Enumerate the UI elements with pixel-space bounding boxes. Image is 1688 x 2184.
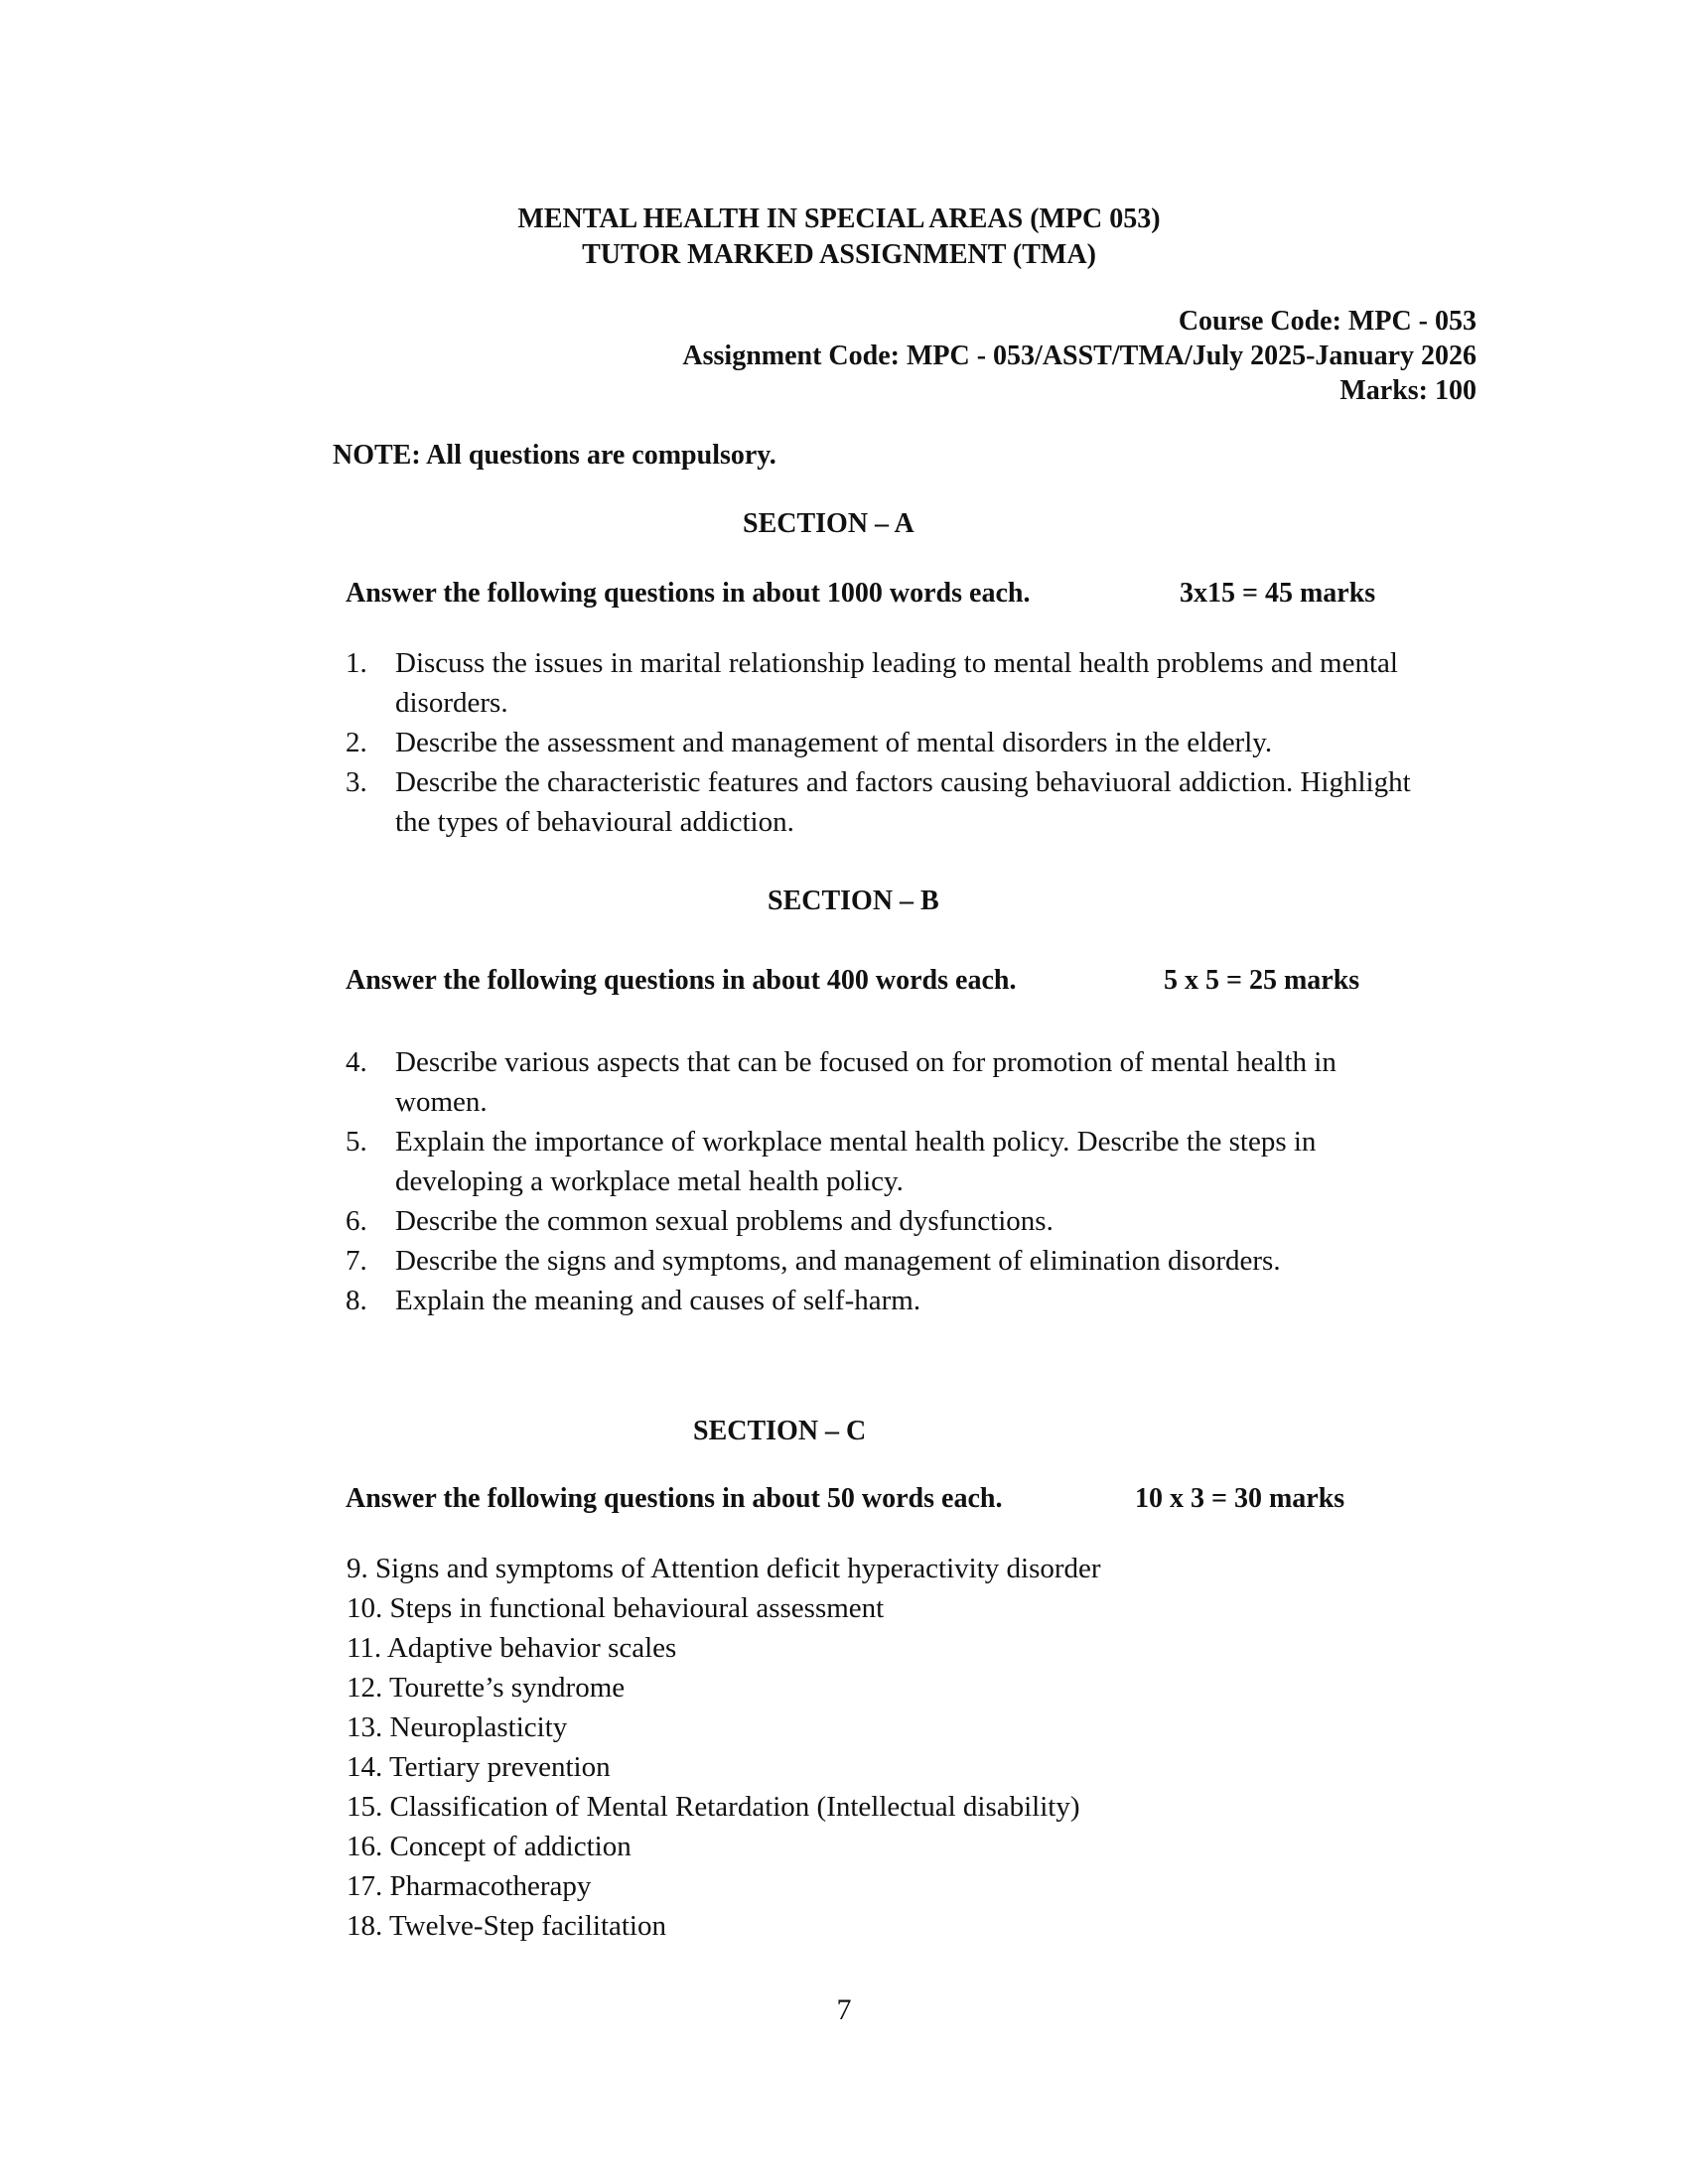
question-item [346, 1241, 1418, 1281]
section-b-heading: SECTION – B [768, 886, 939, 916]
question-text: Describe the assessment and management of mental disorders in the elderly. [395, 727, 1273, 758]
short-question-item: 13. Neuroplasticity [347, 1711, 568, 1743]
assignment-code: Assignment Code: MPC - 053/ASST/TMA/July 2025-January 2026 [682, 341, 1477, 371]
short-question-item: 15. Classification of Mental Retardation (Intellectual disability) [347, 1791, 1080, 1823]
question-item [346, 762, 1418, 842]
question-number: 6. [346, 1205, 367, 1237]
question-item [346, 1201, 1418, 1241]
document-header [487, 202, 1192, 273]
question-text: Explain the importance of workplace mental health policy. Describe the steps in developing a workplace metal health policy. [395, 1126, 1317, 1197]
short-question-item: 10. Steps in functional behavioural assessment [347, 1592, 885, 1624]
page-number: 7 [836, 1993, 852, 2026]
question-item [346, 1281, 1418, 1320]
question-item [346, 723, 1418, 762]
question-text: Describe various aspects that can be focused on for promotion of mental health in women. [395, 1046, 1336, 1118]
section-b-instruction: Answer the following questions in about 400 words each. [346, 965, 1017, 996]
question-item [346, 1042, 1418, 1122]
short-question-item: 14. Tertiary prevention [347, 1751, 611, 1783]
short-question-item: 11. Adaptive behavior scales [347, 1632, 677, 1664]
short-question-item: 16. Concept of addiction [347, 1831, 632, 1862]
question-text: Discuss the issues in marital relationship leading to mental health problems and mental disorders. [395, 647, 1398, 719]
document-title: MENTAL HEALTH IN SPECIAL AREAS (MPC 053) [517, 204, 1161, 234]
assignment-meta [682, 304, 1477, 408]
question-number: 8. [346, 1285, 367, 1316]
question-text: Explain the meaning and causes of self-harm. [395, 1285, 921, 1316]
section-a-instruction: Answer the following questions in about 1000 words each. [346, 578, 1031, 609]
question-item [346, 643, 1418, 723]
short-question-item: 18. Twelve-Step facilitation [347, 1910, 666, 1942]
section-a-marks: 3x15 = 45 marks [1180, 578, 1376, 609]
question-number: 2. [346, 727, 367, 758]
question-text: Describe the signs and symptoms, and management of elimination disorders. [395, 1245, 1281, 1277]
total-marks: Marks: 100 [1339, 375, 1477, 406]
question-number: 7. [346, 1245, 367, 1277]
document-subtitle: TUTOR MARKED ASSIGNMENT (TMA) [582, 239, 1096, 270]
section-b-marks: 5 x 5 = 25 marks [1164, 965, 1360, 996]
short-question-item: 12. Tourette’s syndrome [347, 1672, 626, 1704]
question-text: Describe the common sexual problems and dysfunctions. [395, 1205, 1054, 1237]
question-number: 4. [346, 1046, 367, 1078]
section-c-heading: SECTION – C [693, 1416, 867, 1446]
question-number: 3. [346, 766, 367, 798]
section-a-heading: SECTION – A [743, 508, 914, 539]
course-code: Course Code: MPC - 053 [1178, 306, 1477, 337]
section-c-question-list [347, 1549, 1101, 1946]
section-c-marks: 10 x 3 = 30 marks [1135, 1483, 1345, 1514]
section-b-question-list [346, 1042, 1418, 1320]
short-question-item: 17. Pharmacotherapy [347, 1870, 592, 1902]
compulsory-note: NOTE: All questions are compulsory. [333, 440, 776, 471]
question-number: 5. [346, 1126, 367, 1158]
question-item [346, 1122, 1418, 1201]
question-text: Describe the characteristic features and factors causing behaviuoral addiction. Highlight the types of behavioural addiction. [395, 766, 1411, 838]
section-a-question-list [346, 643, 1418, 842]
question-number: 1. [346, 647, 367, 679]
short-question-item: 9. Signs and symptoms of Attention deficit hyperactivity disorder [347, 1553, 1101, 1584]
section-c-instruction: Answer the following questions in about 50 words each. [346, 1483, 1003, 1514]
